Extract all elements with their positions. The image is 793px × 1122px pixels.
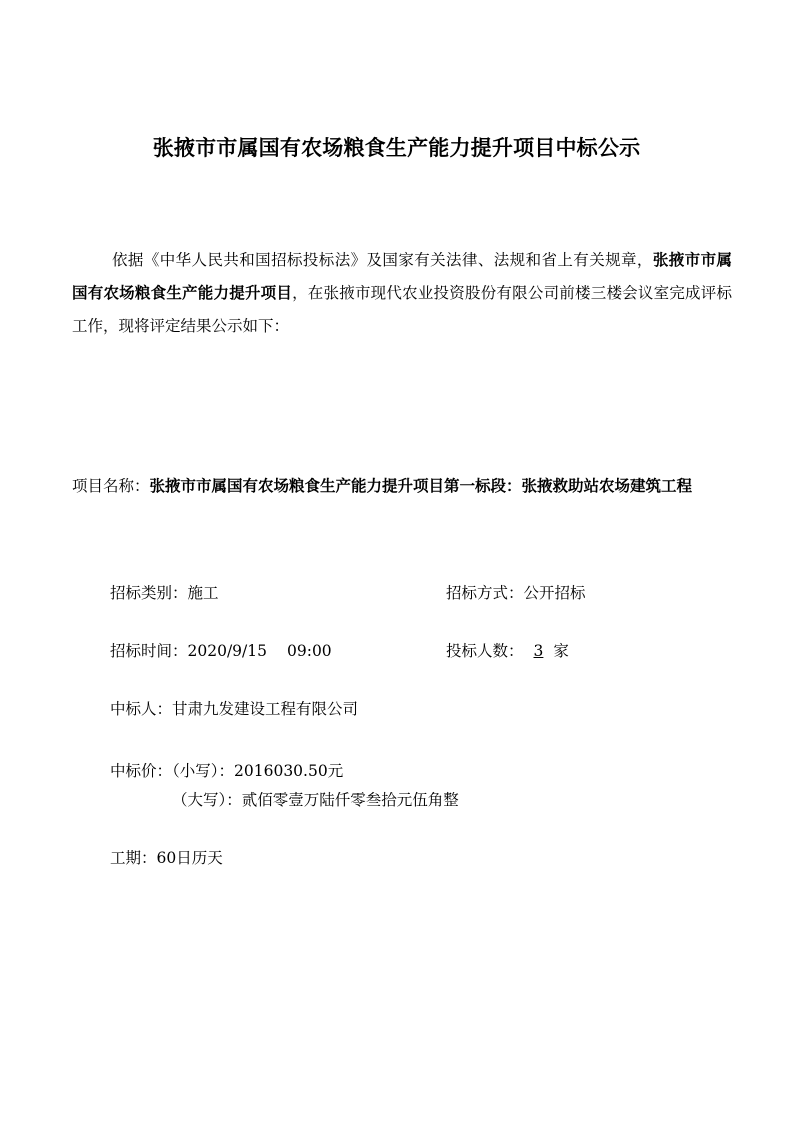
- bid-time-label: 招标时间：: [110, 642, 188, 660]
- bidders-unit: 家: [553, 642, 569, 660]
- intro-paragraph: [72, 244, 732, 343]
- winner: 中标人：甘肃九发建设工程有限公司: [110, 700, 359, 718]
- duration: 工期：60日历天: [110, 849, 223, 867]
- bidders-count: [446, 639, 569, 661]
- price-big: （大写）：贰佰零壹万陆仟零叁拾元伍角整: [172, 791, 459, 809]
- bid-time: [110, 639, 332, 661]
- project-label: 项目名称：: [72, 477, 150, 495]
- project-name: 张掖市市属国有农场粮食生产能力提升项目第一标段：张掖救助站农场建筑工程: [149, 477, 693, 495]
- intro-text-2: ，在张掖市现代农业投资股份有限公司前楼三楼会议室完成评标工作，现将评定结果公示如下：: [72, 284, 732, 335]
- page-title: 张掖市市属国有农场粮食生产能力提升项目中标公示: [152, 136, 641, 160]
- intro-project-name: 张掖市市属国有农场粮食生产能力提升项目: [72, 251, 732, 302]
- bidders-number: 3: [533, 642, 544, 660]
- price-small-value: （小写）：2016030.50元: [172, 762, 344, 780]
- price-small: [110, 759, 343, 781]
- bidders-label: 投标人数：: [446, 642, 524, 660]
- intro-text-1: 依据《中华人民共和国招标投标法》及国家有关法律、法规和省上有关规章，: [112, 251, 653, 269]
- price-label: 中标价：: [110, 762, 173, 780]
- bid-method: 招标方式：公开招标: [446, 584, 586, 602]
- bid-clock: 09:00: [287, 642, 332, 660]
- bid-category: 招标类别：施工: [110, 584, 219, 602]
- project-name-paragraph: [72, 466, 732, 506]
- bid-date: 2020/9/15: [187, 642, 267, 660]
